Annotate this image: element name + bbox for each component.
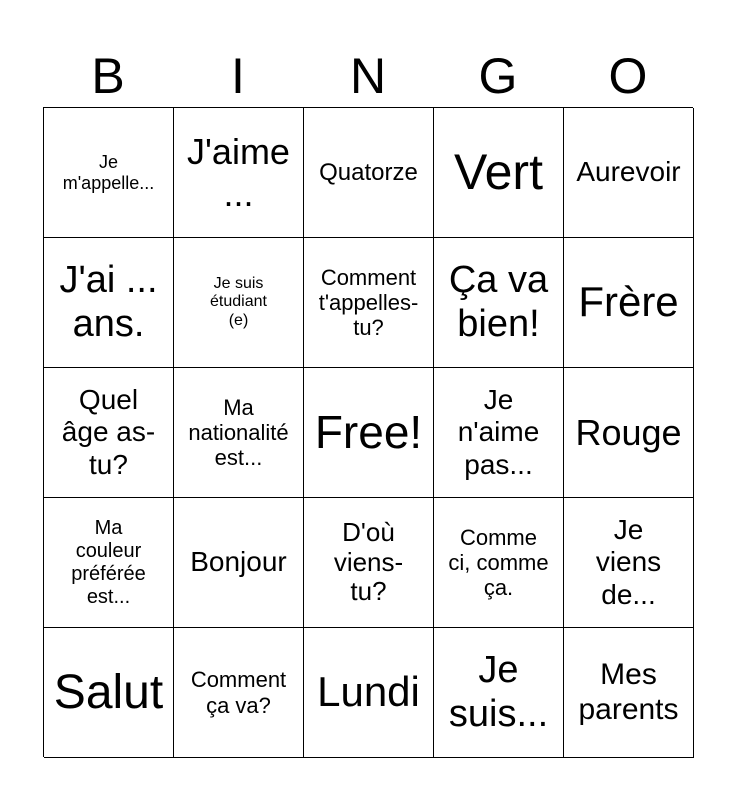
cell-text: Je viens de... — [595, 514, 662, 610]
cell-text: Je n'aime pas... — [457, 384, 540, 480]
header-letter-b: B — [91, 48, 125, 104]
cell-text: D'où viens- tu? — [333, 516, 404, 607]
cell-text: J'ai ... ans. — [59, 258, 158, 345]
cell-text: Vert — [454, 143, 543, 200]
cell-text: Aurevoir — [576, 156, 681, 188]
bingo-cell[interactable] — [304, 238, 434, 368]
cell-text: Free! — [314, 406, 423, 459]
cell-text: Rouge — [575, 411, 682, 453]
bingo-cell[interactable] — [434, 368, 564, 498]
bingo-cell[interactable] — [44, 628, 174, 758]
bingo-header — [43, 44, 693, 108]
cell-text: Salut — [53, 665, 164, 719]
bingo-cell[interactable] — [174, 368, 304, 498]
cell-text: Comment t'appelles- tu? — [318, 264, 419, 341]
cell-text: Je suis... — [448, 648, 549, 735]
bingo-cell[interactable] — [434, 628, 564, 758]
bingo-cell[interactable] — [174, 498, 304, 628]
cell-text: Bonjour — [190, 546, 287, 578]
cell-text: Frère — [578, 278, 679, 326]
bingo-board — [43, 107, 693, 757]
cell-text: Ma couleur préférée est... — [71, 516, 146, 608]
header-letter-n: N — [349, 48, 387, 104]
cell-text: J'aime ... — [187, 131, 290, 214]
bingo-cell[interactable] — [304, 628, 434, 758]
bingo-cell[interactable] — [44, 238, 174, 368]
cell-text: Quel âge as- tu? — [61, 384, 156, 480]
free-space-cell[interactable] — [304, 368, 434, 498]
bingo-cell[interactable] — [434, 108, 564, 238]
cell-text: Je suis étudiant (e) — [210, 274, 267, 329]
bingo-cell[interactable] — [434, 238, 564, 368]
bingo-cell[interactable] — [44, 108, 174, 238]
cell-text: Ça va bien! — [448, 258, 549, 345]
cell-text: Comme ci, comme ça. — [448, 524, 549, 601]
cell-text: Mes parents — [578, 658, 679, 726]
cell-text: Quatorze — [319, 158, 418, 186]
cell-text: Ma nationalité est... — [188, 394, 289, 471]
bingo-cell[interactable] — [564, 108, 694, 238]
bingo-cell[interactable] — [174, 238, 304, 368]
bingo-cell[interactable] — [434, 498, 564, 628]
cell-text: Comment ça va? — [190, 667, 287, 718]
bingo-cell[interactable] — [564, 238, 694, 368]
bingo-cell[interactable] — [174, 628, 304, 758]
bingo-cell[interactable] — [174, 108, 304, 238]
header-letter-g: G — [478, 48, 518, 104]
cell-text: Lundi — [317, 668, 420, 716]
bingo-cell[interactable] — [44, 368, 174, 498]
bingo-cell[interactable] — [564, 498, 694, 628]
bingo-cell[interactable] — [564, 628, 694, 758]
bingo-cell[interactable] — [44, 498, 174, 628]
header-letter-i: I — [231, 48, 245, 104]
header-letter-o: O — [608, 48, 648, 104]
cell-text: Je m'appelle... — [62, 151, 155, 193]
bingo-cell[interactable] — [304, 498, 434, 628]
bingo-cell[interactable] — [564, 368, 694, 498]
bingo-cell[interactable] — [304, 108, 434, 238]
